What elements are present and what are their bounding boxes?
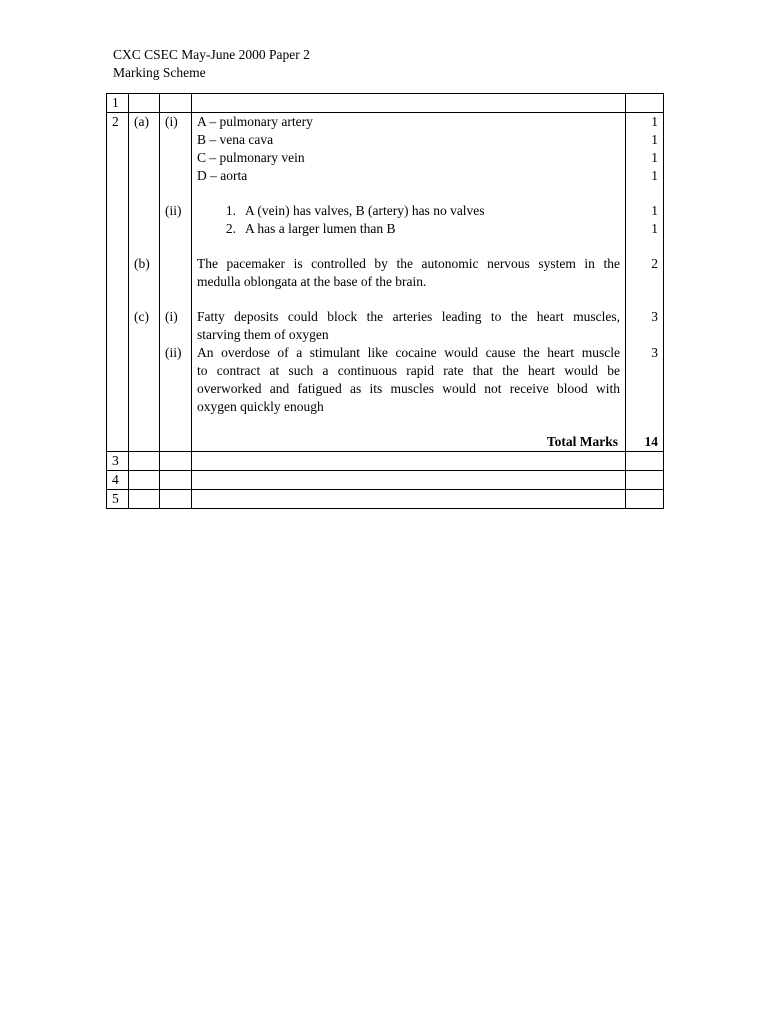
answer-line: overworked and fatigued as its muscles would not receive blood with xyxy=(197,381,620,396)
answer-line: Fatty deposits could block the arteries leading to the heart muscles, xyxy=(197,309,620,324)
part-cell xyxy=(129,471,160,490)
marking-scheme-table xyxy=(106,93,664,509)
answer-cell xyxy=(192,452,626,471)
answer-line: D – aorta xyxy=(197,168,248,183)
question-number: 5 xyxy=(107,490,129,509)
item-number: 1. xyxy=(225,203,236,218)
total-marks-label: Total Marks xyxy=(546,434,618,449)
answer-line: The pacemaker is controlled by the autonomic nervous system in the xyxy=(197,256,620,271)
question-number: 4 xyxy=(107,471,129,490)
item-text: A has a larger lumen than B xyxy=(245,221,396,236)
document-header xyxy=(113,46,310,82)
mark-value: 1 xyxy=(651,114,658,129)
subpart-cell xyxy=(160,113,192,452)
part-label-a: (a) xyxy=(134,114,149,129)
total-marks-value: 14 xyxy=(644,434,658,449)
numbered-answer xyxy=(197,220,620,238)
mark-value: 1 xyxy=(651,150,658,165)
marks-cell xyxy=(626,471,664,490)
subpart-label-c-ii: (ii) xyxy=(165,345,182,360)
part-cell xyxy=(129,94,160,113)
part-label-b: (b) xyxy=(134,256,150,271)
answer-line: to contract at such a continuous rapid rate that the heart would be xyxy=(197,363,620,378)
subpart-cell xyxy=(160,452,192,471)
header-subtitle: Marking Scheme xyxy=(113,65,206,80)
marks-cell xyxy=(626,94,664,113)
mark-value: 1 xyxy=(651,132,658,147)
mark-value: 3 xyxy=(651,345,658,360)
mark-value: 1 xyxy=(651,203,658,218)
answer-line: An overdose of a stimulant like cocaine would cause the heart muscle xyxy=(197,345,620,360)
marks-cell xyxy=(626,452,664,471)
answer-line: A – pulmonary artery xyxy=(197,114,313,129)
question-number xyxy=(107,113,129,452)
item-text: A (vein) has valves, B (artery) has no valves xyxy=(245,203,485,218)
numbered-answer xyxy=(197,202,620,220)
table-row xyxy=(107,94,664,113)
mark-value: 1 xyxy=(651,168,658,183)
marks-cell xyxy=(626,113,664,452)
answer-line: starving them of oxygen xyxy=(197,327,329,342)
table-row xyxy=(107,471,664,490)
question-number-text: 2 xyxy=(112,114,119,129)
table-row xyxy=(107,490,664,509)
marks-cell xyxy=(626,490,664,509)
table-row xyxy=(107,452,664,471)
subpart-cell xyxy=(160,94,192,113)
table-row xyxy=(107,113,664,452)
part-cell xyxy=(129,452,160,471)
mark-value: 3 xyxy=(651,309,658,324)
header-title: CXC CSEC May-June 2000 Paper 2 xyxy=(113,47,310,62)
answer-cell xyxy=(192,94,626,113)
subpart-label-c-i: (i) xyxy=(165,309,178,324)
question-number: 1 xyxy=(107,94,129,113)
part-cell xyxy=(129,113,160,452)
subpart-label-a-i: (i) xyxy=(165,114,178,129)
subpart-cell xyxy=(160,471,192,490)
answer-cell xyxy=(192,490,626,509)
item-number: 2. xyxy=(225,221,236,236)
mark-value: 1 xyxy=(651,221,658,236)
mark-value: 2 xyxy=(651,256,658,271)
answer-line: B – vena cava xyxy=(197,132,274,147)
answer-cell xyxy=(192,471,626,490)
question-number: 3 xyxy=(107,452,129,471)
answer-cell xyxy=(192,113,626,452)
part-label-c: (c) xyxy=(134,309,149,324)
answer-line: C – pulmonary vein xyxy=(197,150,305,165)
answer-line: medulla oblongata at the base of the brain. xyxy=(197,274,427,289)
part-cell xyxy=(129,490,160,509)
subpart-label-a-ii: (ii) xyxy=(165,203,182,218)
answer-line: oxygen quickly enough xyxy=(197,399,324,414)
subpart-cell xyxy=(160,490,192,509)
